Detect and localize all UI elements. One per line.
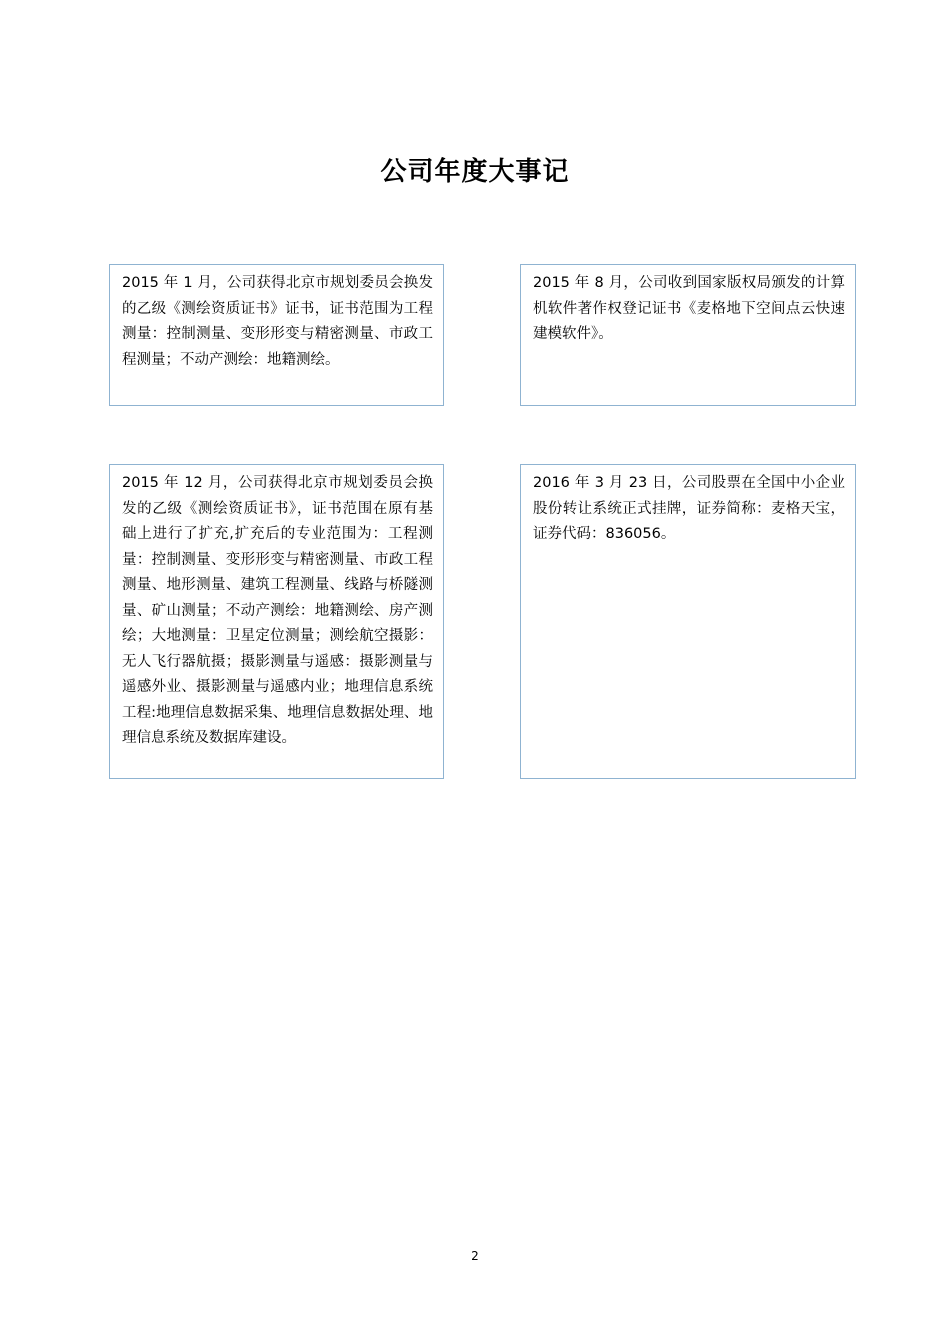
event-box-2015-08 bbox=[520, 264, 856, 406]
event-text: 2015 年 1 月，公司获得北京市规划委员会换发的乙级《测绘资质证书》证书，证书范围为工程测量：控制测量、变形形变与精密测量、市政工程测量；不动产测绘：地籍测绘。 bbox=[122, 275, 433, 368]
event-box-2015-12 bbox=[109, 464, 444, 779]
event-text: 2016 年 3 月 23 日，公司股票在全国中小企业股份转让系统正式挂牌，证券简称：麦格天宝，证券代码：836056。 bbox=[533, 475, 845, 542]
page-title: 公司年度大事记 bbox=[380, 157, 570, 187]
event-box-2015-01 bbox=[109, 264, 444, 406]
event-box-2016-03 bbox=[520, 464, 856, 779]
page-number: 2 bbox=[471, 1249, 479, 1263]
event-text: 2015 年 12 月，公司获得北京市规划委员会换发的乙级《测绘资质证书》，证书范围在原有基础上进行了扩充,扩充后的专业范围为：工程测量：控制测量、变形形变与精密测量、市政工程测量、地形测量、建筑工程测量、线路与桥隧测量、矿山测量；不动产测绘：地籍测绘、房产测绘；大地测量：卫星定位测量；测绘航空摄影：无人飞行器航摄；摄影测量与遥感：摄影测量与遥感外业、摄影测量与遥感内业；地理信息系统工程:地理信息数据采集、地理信息数据处理、地理信息系统及数据库建设。 bbox=[122, 475, 433, 746]
event-text: 2015 年 8 月，公司收到国家版权局颁发的计算机软件著作权登记证书《麦格地下空间点云快速建模软件》。 bbox=[533, 275, 845, 342]
